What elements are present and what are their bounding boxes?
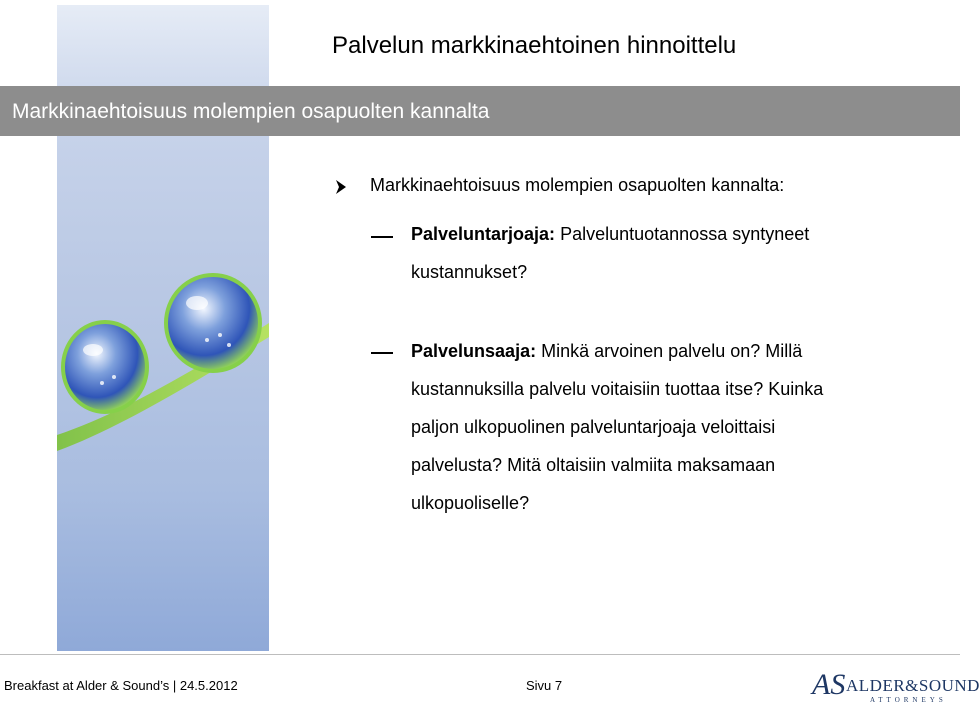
sub-item-line: Palveluntuotannossa syntyneet — [560, 224, 810, 244]
sub-item-line: kustannukset? — [411, 262, 528, 282]
logo-monogram: AS — [812, 668, 846, 701]
page-number: Sivu 7 — [526, 678, 563, 693]
main-bullet-text: Markkinaehtoisuus molempien osapuolten kannalta: — [370, 175, 785, 195]
chevron-right-icon — [334, 179, 348, 195]
footer-event: Breakfast at Alder & Sound’s | 24.5.2012 — [4, 678, 238, 693]
sub-item-line: ulkopuoliselle? — [411, 493, 530, 513]
company-logo — [810, 664, 980, 710]
logo-name: ALDER&SOUND — [846, 676, 980, 695]
dash-icon — [371, 236, 393, 238]
footer-divider — [0, 654, 960, 655]
logo-tagline: ATTORNEYS — [870, 696, 947, 704]
slide-title: Palvelun markkinaehtoinen hinnoittelu — [332, 32, 737, 59]
sub-item-line: paljon ulkopuolinen palveluntarjoaja veloittaisi — [411, 417, 776, 437]
dash-icon — [371, 352, 393, 354]
sub-item-receiver — [411, 332, 911, 522]
sub-item-label: Palveluntarjoaja: — [411, 224, 556, 244]
slide-subtitle: Markkinaehtoisuus molempien osapuolten kannalta — [12, 100, 490, 123]
sub-item-label: Palvelunsaaja: — [411, 341, 537, 361]
sub-item-line: Minkä arvoinen palvelu on? Millä — [541, 341, 803, 361]
slide-footer — [0, 654, 980, 711]
logo-monogram-icon — [810, 664, 846, 708]
sub-item-line: kustannuksilla palvelu voitaisiin tuottaa itse? Kuinka — [411, 379, 824, 399]
sub-item-provider — [411, 215, 911, 291]
sub-item-line: palvelusta? Mitä oltaisiin valmiita maksamaan — [411, 455, 776, 475]
